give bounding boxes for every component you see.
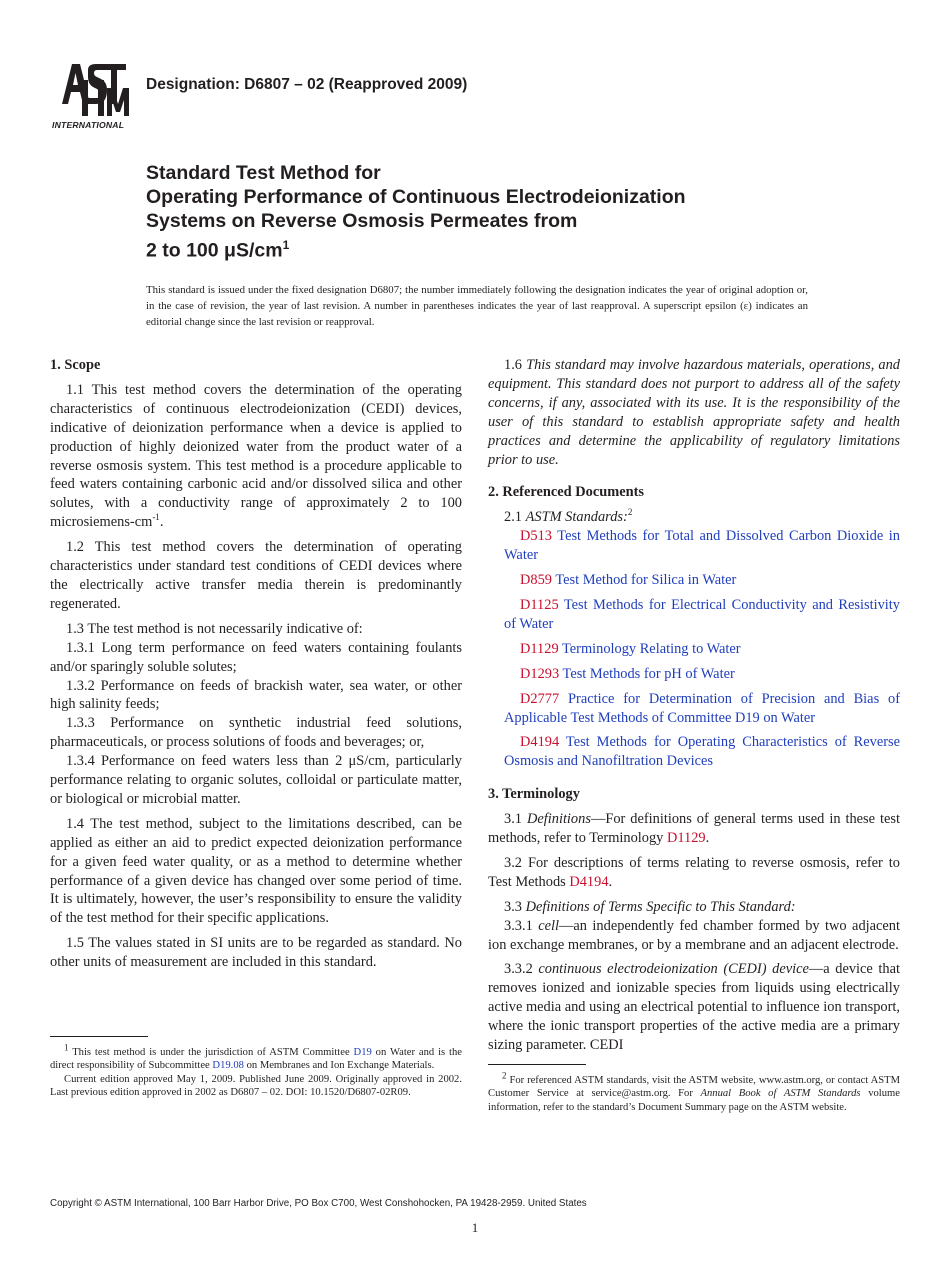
referenced-standards-list — [488, 527, 900, 771]
right-column — [488, 356, 900, 1061]
section-heading-scope: 1. Scope — [50, 357, 101, 373]
referenced-standard-item — [488, 596, 900, 634]
footnote-divider-left — [50, 1036, 148, 1037]
standard-code-link[interactable]: D4194 — [520, 734, 560, 751]
paragraph-1-3: 1.3 The test method is not necessarily indicative of: — [66, 620, 363, 637]
paragraph-1-4: 1.4 The test method, subject to the limitations described, can be applied as either an aid to predict expected deionization performance for a given feed water quality, or as a method to determine whether performance of a given device has changed over some period of time. It is ultimately, however, the user’s responsibility to ensure the validity of the test method for their specific applications. — [50, 815, 462, 927]
paragraph-1-3-3: 1.3.3 Performance on synthetic industrial feed solutions, pharmaceuticals, or process solutions of foods and beverages; or, — [50, 715, 462, 751]
title-line-3: Systems on Reverse Osmosis Permeates from — [146, 210, 578, 232]
standard-issuance-note: This standard is issued under the fixed designation D6807; the number immediately following the designation indicates the year of original adoption or, in the case of revision, the year of last revision. A number in parentheses indicates the year of last reapproval. A superscript epsilon (ε) indicates an editorial change since the last revision or reapproval. — [146, 284, 808, 328]
paragraph-1-6: 1.6 This standard may involve hazardous materials, operations, and equipment. This standard does not purport to address all of the safety concerns, if any, associated with its use. It is the responsibility of the user of this standard to establish appropriate safety and health practices and determine the applicability of regulatory limitations prior to use. — [488, 357, 900, 468]
standard-title-link[interactable]: Test Method for Silica in Water — [555, 572, 737, 589]
paragraph-3-3: 3.3 Definitions of Terms Specific to This Standard: — [504, 898, 796, 915]
standard-title-link[interactable]: Practice for Determination of Precision and Bias of Applicable Test Methods of Committee D19 on Water — [504, 690, 900, 726]
title-line-4: 2 to 100 $\mu S/cm^1$ — [146, 238, 290, 262]
referenced-standard-item — [488, 733, 900, 771]
paragraph-1-1: 1.1 This test method covers the determination of the operating characteristics of continuous electrodeionization (CEDI) devices, indicative of deionization performance when a device is applied to production of highly deionized water from the product water of a reverse osmosis system. This test method is a procedure applicable to feed waters containing carbonic acid and/or dissolved silica and other solutes, with a conductivity range of approximately 2 to 100 microsiemens-$cm^{-1}$. — [50, 381, 462, 531]
section-heading-referenced-documents: 2. Referenced Documents — [488, 484, 644, 501]
standard-title-link[interactable]: Terminology Relating to Water — [561, 640, 741, 657]
standard-title-link[interactable]: Test Methods for Electrical Conductivity and Resistivity of Water — [504, 596, 901, 632]
link-d4194[interactable]: D4194 — [569, 873, 609, 890]
designation: Designation: D6807 – 02 (Reapproved 2009) — [146, 76, 468, 93]
standard-title-link[interactable]: Test Methods for Operating Characteristics of Reverse Osmosis and Nanofiltration Devices — [504, 734, 901, 770]
link-d19[interactable]: D19 — [353, 1047, 372, 1058]
standard-code-link[interactable]: D1125 — [520, 596, 559, 613]
paragraph-1-3-2: 1.3.2 Performance on feeds of brackish water, sea water, or other high salinity feeds; — [50, 677, 462, 713]
paragraph-3-3-1: 3.3.1 cell—an independently fed chamber formed by two adjacent ion exchange membranes, or by a membrane and an adjacent electrode. — [488, 917, 900, 953]
title-line-2: Operating Performance of Continuous Electrodeionization — [146, 186, 686, 208]
standard-title-link[interactable]: Test Methods for Total and Dissolved Carbon Dioxide in Water — [504, 528, 900, 564]
paragraph-1-3-4: 1.3.4 Performance on feed waters less than 2 μS/cm, particularly performance relating to organic solutes, colloidal or particulate matter, or biological or microbial matter. — [50, 753, 462, 807]
referenced-standard-item — [488, 665, 900, 684]
link-d1129[interactable]: D1129 — [666, 830, 706, 847]
footnote-1-edition: Current edition approved May 1, 2009. Published June 2009. Originally approved in 2002. Last previous edition approved in 2002 as D6807 – 02. DOI: 10.1520/D6807-02R09. — [50, 1073, 462, 1099]
section-heading-terminology: 3. Terminology — [488, 786, 580, 803]
paragraph-1-5: 1.5 The values stated in SI units are to be regarded as standard. No other units of measurement are included in this standard. — [50, 935, 462, 971]
referenced-standard-item — [488, 640, 900, 659]
left-column — [50, 356, 462, 978]
paragraph-3-1: 3.1 Definitions—For definitions of general terms used in these test methods, refer to Terminology D1129. — [488, 811, 900, 847]
standard-code-link[interactable]: D2777 — [520, 690, 560, 707]
standard-code-link[interactable]: D859 — [520, 572, 552, 589]
standard-code-link[interactable]: D1293 — [520, 665, 560, 682]
footnote-divider-right — [488, 1064, 586, 1065]
title-footnote-mark: 1 — [282, 238, 290, 252]
title-line-1: Standard Test Method for — [146, 162, 381, 184]
standard-code-link[interactable]: D1129 — [520, 640, 559, 657]
page-number: 1 — [471, 1220, 479, 1235]
astm-logo — [52, 60, 134, 132]
paragraph-3-3-2: 3.3.2 continuous electrodeionization (CEDI) device—a device that removes ionized and ionizable species from liquids using electrically active media and using an electrical potential to influence ion transport, where the ionic transport properties of the active media are a primary sizing parameter. CEDI — [488, 961, 901, 1054]
referenced-standard-item — [488, 527, 900, 565]
standard-title-link[interactable]: Test Methods for pH of Water — [562, 665, 735, 682]
footnote-1: $^1$ This test method is under the jurisdiction of ASTM Committee D19 on Water and is the direct responsibility of Subcommittee D19.08 on Membranes and Ion Exchange Materials. Current edition approved May 1, 2009. Published June 2009. Originally approved in 2002. Last previous edition approved in 2002 as D6807 – 02. DOI: 10.1520/D6807-02R09. — [50, 1042, 462, 1099]
paragraph-2-1: 2.1 ASTM Standards:$^2$ — [504, 507, 633, 526]
standard-code-link[interactable]: D513 — [520, 528, 552, 545]
logo-wordmark: INTERNATIONAL — [52, 120, 125, 130]
footnote-2: $^2$ For referenced ASTM standards, visit the ASTM website, www.astm.org, or contact ASTM Customer Service at service@astm.org. For Annual Book of ASTM Standards volume information, refer to the standard’s Document Summary page on the ASTM website. — [488, 1070, 901, 1113]
copyright-notice: Copyright © ASTM International, 100 Barr Harbor Drive, PO Box C700, West Conshohocken, PA 19428-2959. United States — [50, 1198, 587, 1209]
paragraph-1-2: 1.2 This test method covers the determination of operating characteristics under standard test conditions of CEDI devices where the electrically active transfer media therein is predominantly regenerated. — [50, 539, 462, 612]
paragraph-3-2: 3.2 For descriptions of terms relating to reverse osmosis, refer to Test Methods D4194. — [488, 854, 900, 890]
referenced-standard-item — [488, 690, 900, 728]
referenced-standard-item — [488, 571, 900, 590]
link-d19-08[interactable]: D19.08 — [212, 1060, 244, 1072]
paragraph-1-3-1: 1.3.1 Long term performance on feed waters containing foulants and/or sparingly soluble solutes; — [50, 639, 462, 675]
page-title — [146, 161, 866, 263]
